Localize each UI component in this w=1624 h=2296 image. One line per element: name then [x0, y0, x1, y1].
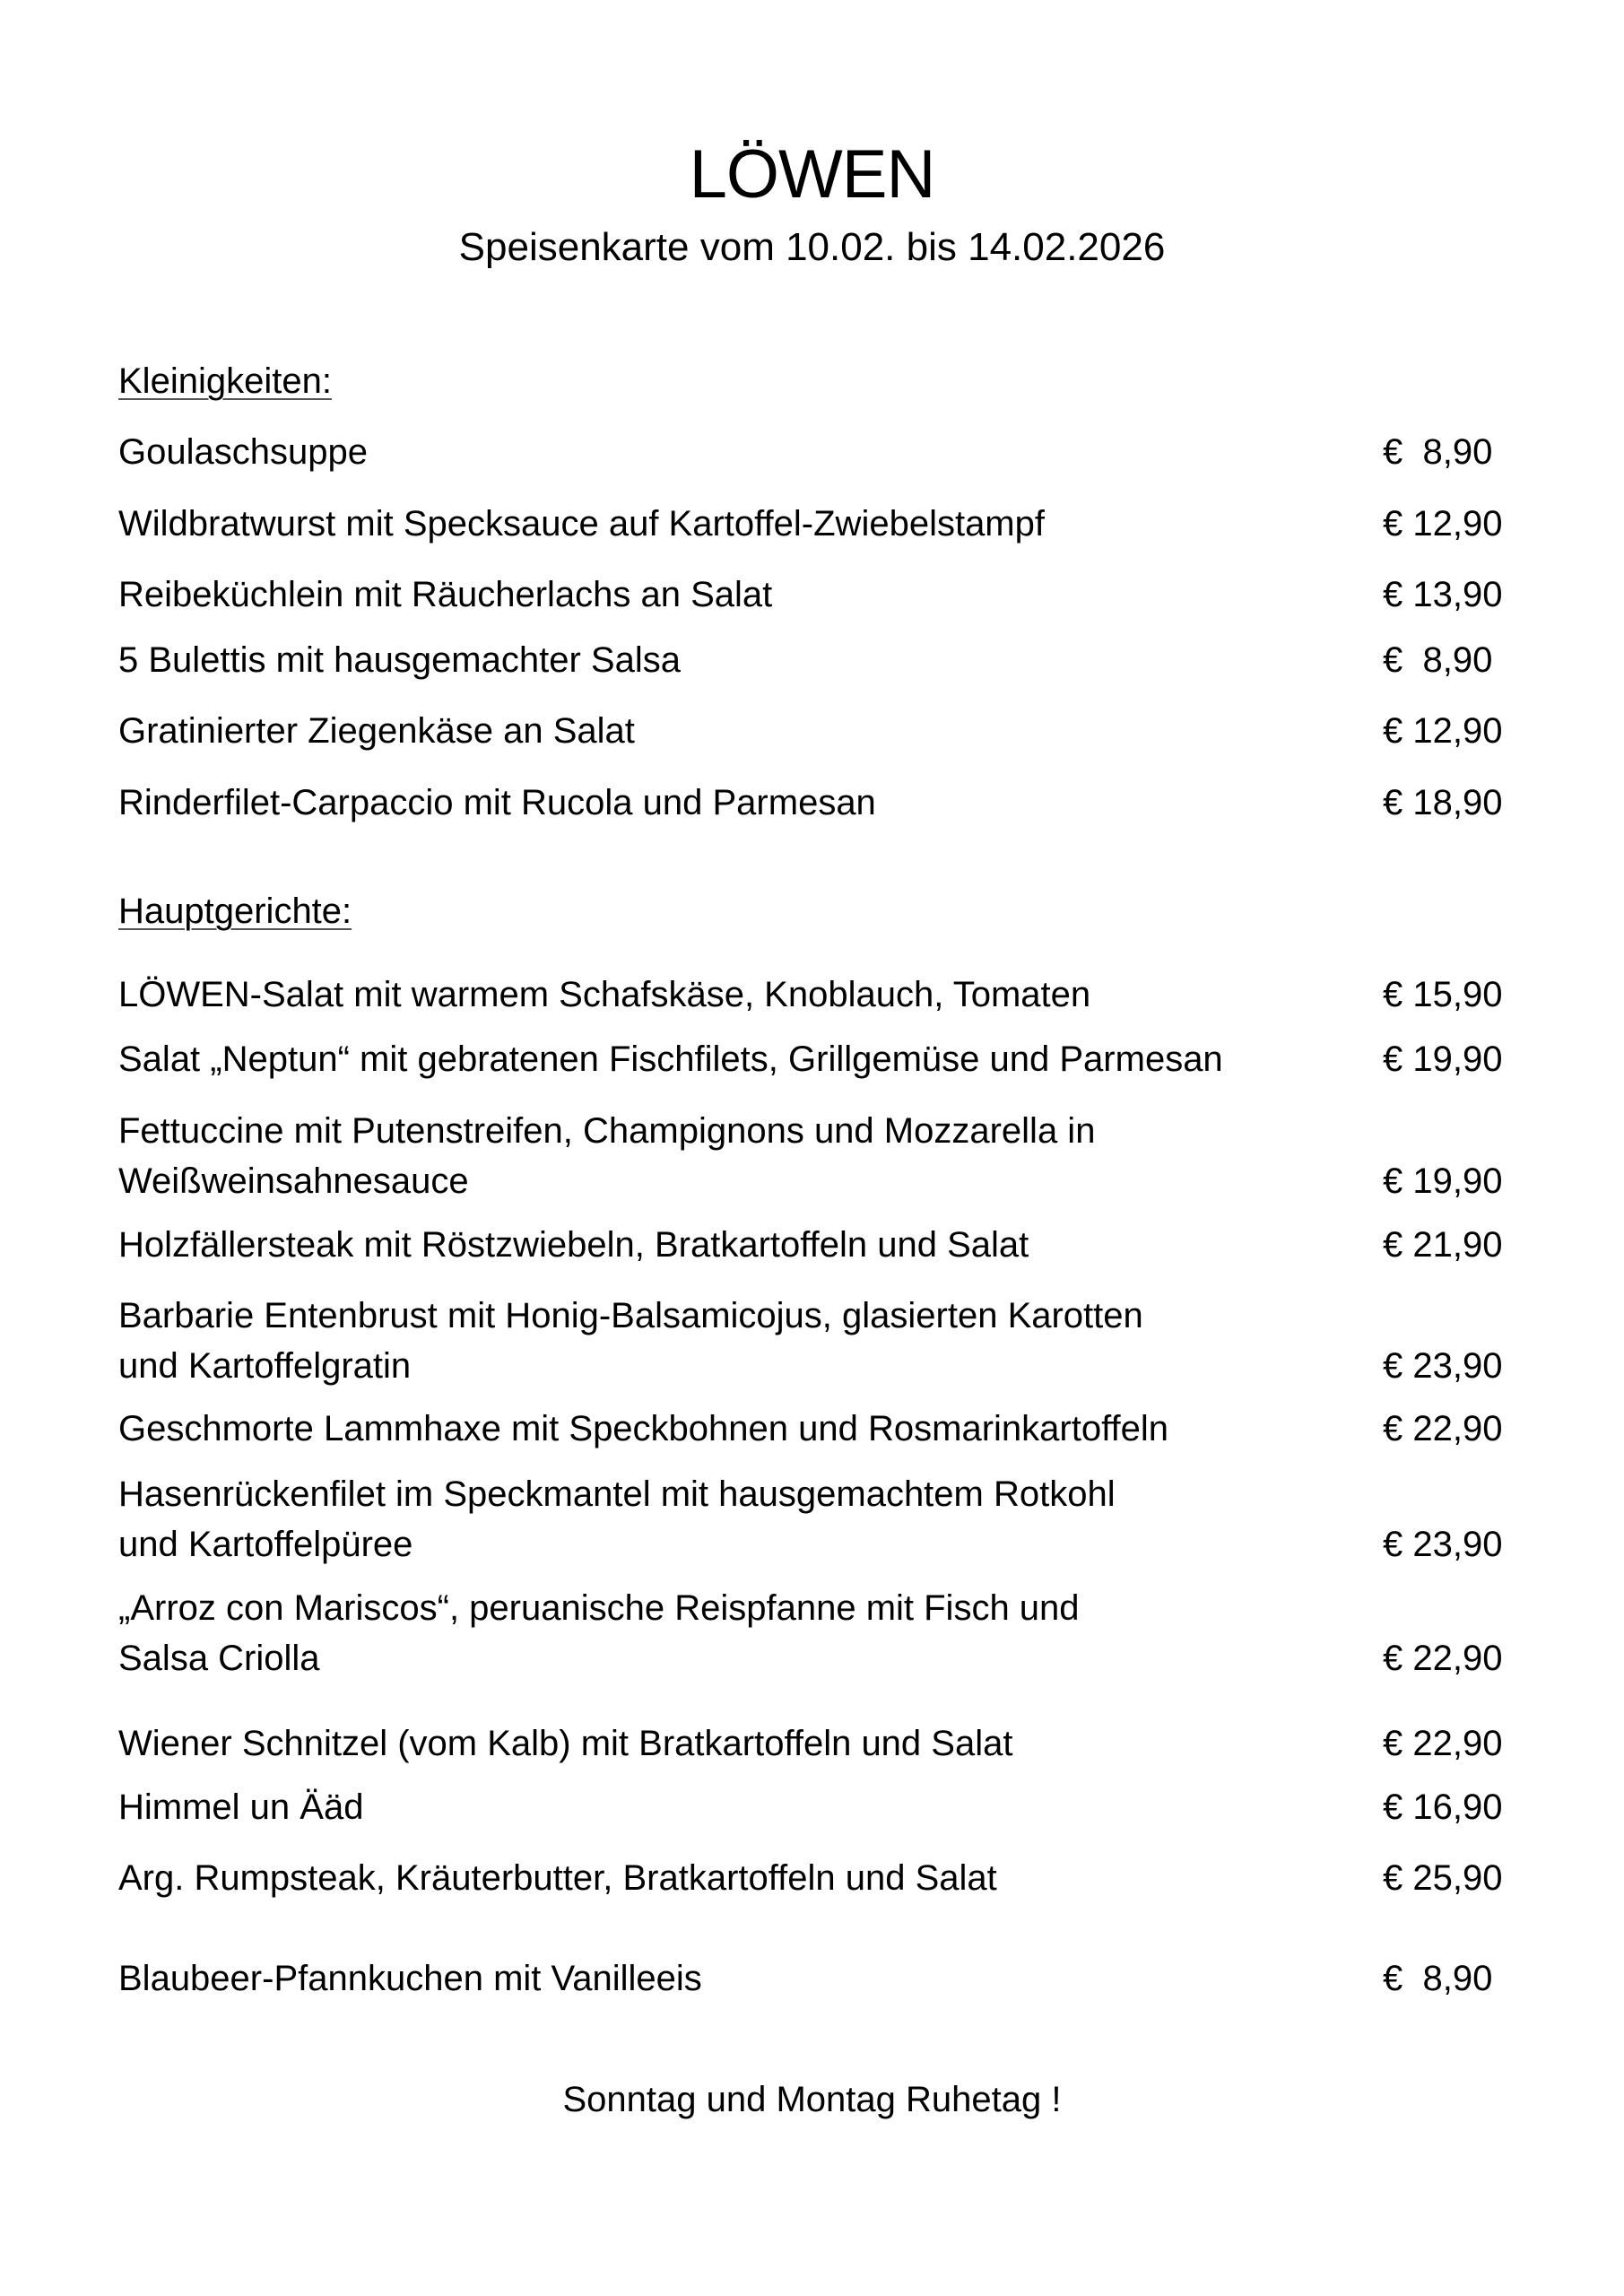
menu-item-price: € 23,90: [1383, 1525, 1503, 1564]
menu-item-name: „Arroz con Mariscos“, peruanische Reispfanne mit Fisch und: [118, 1588, 1080, 1628]
menu-item-name-line2: und Kartoffelpüree: [118, 1525, 413, 1564]
menu-item-price: € 23,90: [1383, 1346, 1503, 1386]
menu-item-name: Gratinierter Ziegenkäse an Salat: [118, 711, 635, 751]
menu-item-name: Wildbratwurst mit Specksauce auf Kartoffel-Zwiebelstampf: [118, 504, 1045, 544]
menu-item-price: € 22,90: [1383, 1724, 1503, 1763]
menu-item-name: Reibeküchlein mit Räucherlachs an Salat: [118, 575, 773, 614]
menu-item-price: € 16,90: [1383, 1787, 1503, 1827]
menu-item-price: € 8,90: [1383, 432, 1493, 472]
menu-item-price: € 8,90: [1383, 640, 1493, 680]
menu-item-price: € 15,90: [1383, 975, 1503, 1014]
menu-item-name: LÖWEN-Salat mit warmem Schafskäse, Knoblauch, Tomaten: [118, 975, 1091, 1014]
dessert-item-name: Blaubeer-Pfannkuchen mit Vanilleeis: [118, 1959, 702, 1998]
menu-item-price: € 21,90: [1383, 1225, 1503, 1265]
menu-item-name: Arg. Rumpsteak, Kräuterbutter, Bratkartoffeln und Salat: [118, 1858, 997, 1898]
menu-date-range: Speisenkarte vom 10.02. bis 14.02.2026: [458, 225, 1166, 269]
menu-item-name: Holzfällersteak mit Röstzwiebeln, Bratkartoffeln und Salat: [118, 1225, 1029, 1265]
menu-item-price: € 12,90: [1383, 711, 1503, 751]
menu-item-price: € 22,90: [1383, 1409, 1503, 1448]
menu-item-name-line2: Salsa Criolla: [118, 1639, 320, 1678]
menu-item-name: Salat „Neptun“ mit gebratenen Fischfilets, Grillgemüse und Parmesan: [118, 1039, 1223, 1079]
menu-item-price: € 19,90: [1383, 1161, 1503, 1201]
menu-item-name: Geschmorte Lammhaxe mit Speckbohnen und Rosmarinkartoffeln: [118, 1409, 1168, 1448]
menu-item-name: Rinderfilet-Carpaccio mit Rucola und Parmesan: [118, 783, 876, 822]
menu-item-name-line2: Weißweinsahnesauce: [118, 1161, 469, 1201]
dessert-item-price: € 8,90: [1383, 1959, 1493, 1998]
menu-item-name-line2: und Kartoffelgratin: [118, 1346, 412, 1386]
menu-item-name: Goulaschsuppe: [118, 432, 368, 472]
restaurant-title: LÖWEN: [689, 136, 935, 213]
menu-item-price: € 19,90: [1383, 1039, 1503, 1079]
menu-item-name: Barbarie Entenbrust mit Honig-Balsamicojus, glasierten Karotten: [118, 1296, 1143, 1335]
menu-item-name: Fettuccine mit Putenstreifen, Champignons und Mozzarella in: [118, 1111, 1096, 1151]
menu-item-price: € 25,90: [1383, 1858, 1503, 1898]
menu-item-name: Wiener Schnitzel (vom Kalb) mit Bratkartoffeln und Salat: [118, 1724, 1013, 1763]
menu-item-price: € 18,90: [1383, 783, 1503, 822]
menu-item-price: € 22,90: [1383, 1639, 1503, 1678]
menu-item-price: € 13,90: [1383, 575, 1503, 614]
menu-item-name: 5 Bulettis mit hausgemachter Salsa: [118, 640, 681, 680]
section-heading-hauptgerichte: Hauptgerichte:: [118, 891, 352, 931]
menu-item-price: € 12,90: [1383, 504, 1503, 544]
menu-item-name: Hasenrückenfilet im Speckmantel mit hausgemachtem Rotkohl: [118, 1474, 1116, 1514]
menu-item-name: Himmel un Ääd: [118, 1787, 364, 1827]
closing-days-notice: Sonntag und Montag Ruhetag !: [562, 2080, 1062, 2119]
section-heading-kleinigkeiten: Kleinigkeiten:: [118, 361, 332, 401]
